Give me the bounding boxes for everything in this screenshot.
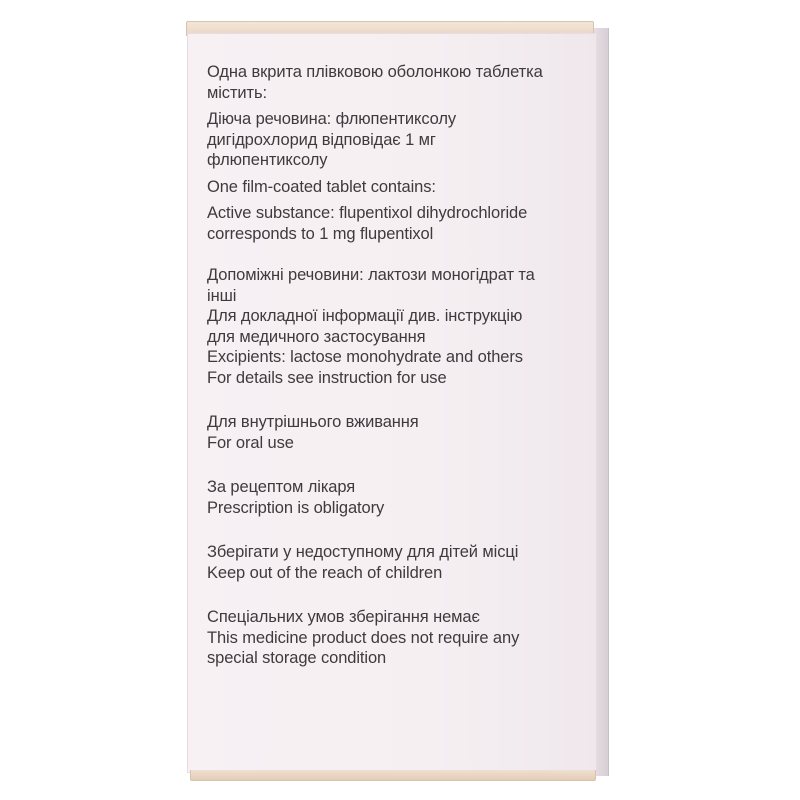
excipients-ua-line-2: інші <box>207 286 237 305</box>
children-warning-ua-line: Зберігати у недоступному для дітей місці <box>207 543 519 561</box>
storage-en-line-2: special storage condition <box>207 649 387 667</box>
storage-ua-line: Спеціальних умов зберігання немає <box>207 608 480 626</box>
carton-bottom-edge <box>190 770 596 781</box>
excipients-ua-line-1: Допоміжні речовини: лактози моногідрат та <box>207 266 535 284</box>
details-ua-line-2: для медичного застосування <box>207 327 426 346</box>
details-en-line: For details see instruction for use <box>207 368 447 387</box>
active-substance-en-line-2: corresponds to 1 mg flupentixol <box>207 224 434 243</box>
label-text-block <box>207 62 587 669</box>
composition-en-line: One film-coated tablet contains: <box>207 177 436 196</box>
oral-use-en-line: For oral use <box>207 433 294 452</box>
prescription-ua-line: За рецептом лікаря <box>207 478 356 496</box>
active-substance-ua-line-2: дигідрохлорид відповідає 1 мг <box>207 130 436 149</box>
storage-en-line-1: This medicine product does not require any <box>207 628 520 647</box>
composition-ua-line-1: Одна вкрита плівковою оболонкою таблетка <box>207 63 543 81</box>
active-substance-ua-line-1: Діюча речовина: флюпентиксолу <box>207 110 457 128</box>
prescription-en-line: Prescription is obligatory <box>207 498 385 517</box>
active-substance-en-line-1: Active substance: flupentixol dihydrochloride <box>207 204 528 222</box>
oral-use-ua-line: Для внутрішнього вживання <box>207 413 419 431</box>
active-substance-ua-line-3: флюпентиксолу <box>207 151 328 169</box>
details-ua-line-1: Для докладної інформації див. інструкцію <box>207 307 523 325</box>
composition-ua-line-2: містить: <box>207 83 267 102</box>
children-warning-en-line: Keep out of the reach of children <box>207 563 443 582</box>
excipients-en-line: Excipients: lactose monohydrate and others <box>207 348 523 366</box>
